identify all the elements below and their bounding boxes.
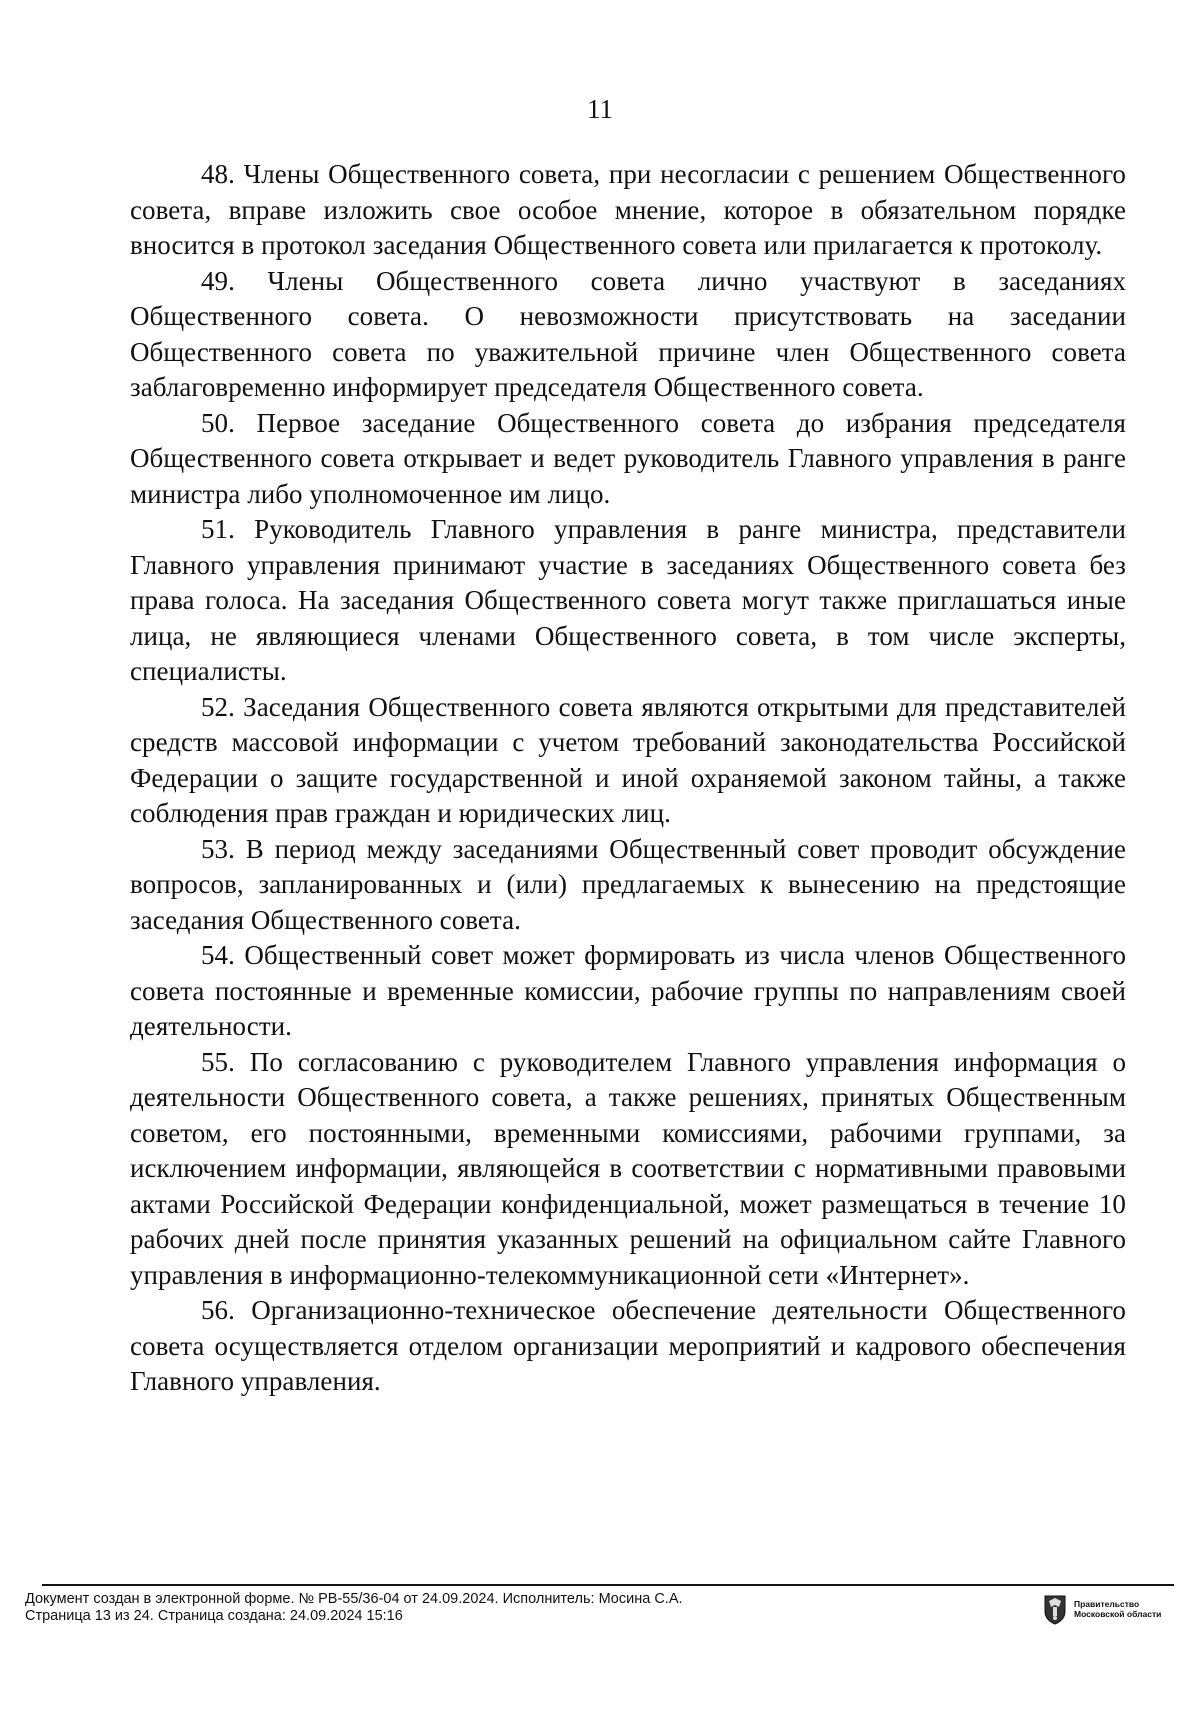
paragraph-48: 48. Члены Общественного совета, при несогласии с решением Общественного совета, вправе изложить свое особое мнение, которое в обязательном порядке вносится в протокол заседания Общественного совета или прилагается к протоколу. bbox=[130, 159, 1126, 260]
paragraph-54: 54. Общественный совет может формировать из числа членов Общественного совета постоянные и временные комиссии, рабочие группы по направлениям своей деятельности. bbox=[130, 940, 1126, 1041]
government-label bbox=[1074, 1599, 1161, 1619]
page-number: 11 bbox=[587, 94, 613, 124]
footer-divider bbox=[42, 1584, 1174, 1586]
paragraph-49: 49. Члены Общественного совета лично участвуют в заседаниях Общественного совета. О невозможности присутствовать на заседании Общественного совета по уважительной причине член Общественного совета заблаговременно информирует председателя Общественного совета. bbox=[130, 265, 1126, 402]
footer-page-info: Страница 13 из 24. Страница создана: 24.09.2024 15:16 bbox=[25, 1608, 403, 1624]
paragraph-55: 55. По согласованию с руководителем Главного управления информация о деятельности Общественного совета, а также решениях, принятых Общественным советом, его постоянными, временными комиссиями, рабочими группами, за исключением информации, являющейся в соответствии с нормативными правовыми актами Российской Федерации конфиденциальной, может размещаться в течение 10 рабочих дней после принятия указанных решений на официальном сайте Главного управления в информационно-телекоммуникационной сети «Интернет». bbox=[130, 1046, 1126, 1290]
government-logo bbox=[1042, 1593, 1161, 1625]
document-body bbox=[130, 157, 1126, 1400]
government-label-line1: Правительство bbox=[1074, 1599, 1140, 1609]
paragraph-52: 52. Заседания Общественного совета являются открытыми для представителей средств массовой информации с учетом требований законодательства Российской Федерации о защите государственной и иной охраняемой законом тайны, а также соблюдения прав граждан и юридических лиц. bbox=[130, 691, 1126, 828]
paragraph-50: 50. Первое заседание Общественного совета до избрания председателя Общественного совета открывает и ведет руководитель Главного управления в ранге министра либо уполномоченное им лицо. bbox=[130, 407, 1126, 509]
government-label-line2: Московской области bbox=[1074, 1609, 1162, 1619]
footer-meta bbox=[25, 1591, 683, 1625]
paragraph-56: 56. Организационно-техническое обеспечение деятельности Общественного совета осуществляется отделом организации мероприятий и кадрового обеспечения Главного управления. bbox=[130, 1295, 1126, 1396]
footer-document-info: Документ создан в электронной форме. № РВ-55/36-04 от 24.09.2024. Исполнитель: Мосина С.А. bbox=[25, 1591, 683, 1607]
coat-of-arms-icon bbox=[1042, 1593, 1068, 1625]
paragraph-51: 51. Руководитель Главного управления в ранге министра, представители Главного управления принимают участие в заседаниях Общественного совета без права голоса. На заседания Общественного совета могут также приглашаться иные лица, не являющиеся членами Общественного совета, в том числе эксперты, специалисты. bbox=[130, 514, 1126, 686]
paragraph-53: 53. В период между заседаниями Общественный совет проводит обсуждение вопросов, запланированных и (или) предлагаемых к вынесению на предстоящие заседания Общественного совета. bbox=[130, 833, 1126, 935]
